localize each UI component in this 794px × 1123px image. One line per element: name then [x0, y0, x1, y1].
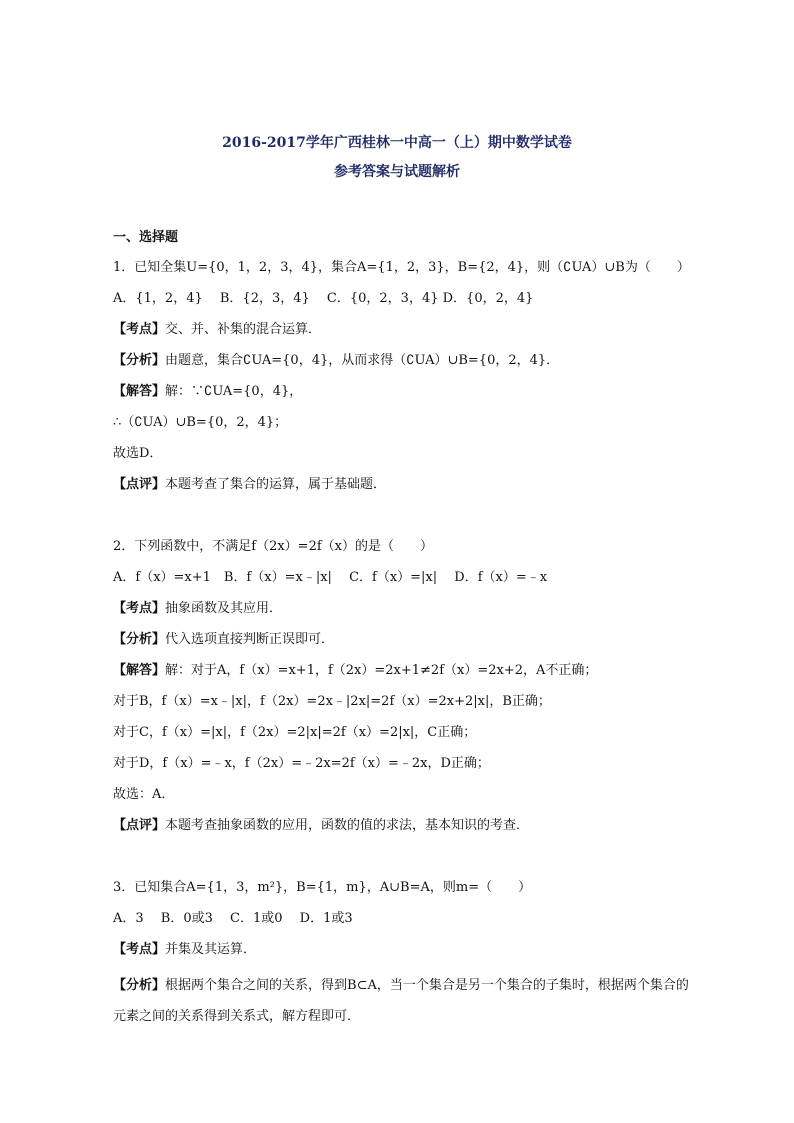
- tag-open: 【: [113, 384, 127, 399]
- document-body: [113, 227, 693, 1032]
- dianping-text: 本题考查了集合的运算，属于基础题．: [165, 477, 387, 492]
- tag-kaodian-label: 考点: [126, 942, 153, 957]
- tag-close: 】: [152, 322, 166, 337]
- tag-jieda-label: 解答: [126, 384, 153, 399]
- jieda-line: 解：∵∁UA={0，4}，: [165, 384, 303, 399]
- kaodian-row: [113, 319, 693, 340]
- tag-open: 【: [113, 601, 127, 616]
- kaodian-text: 抽象函数及其应用．: [165, 601, 283, 616]
- dianping-row: [113, 815, 693, 836]
- question-gap: [113, 505, 693, 536]
- section-heading: 一、选择题: [113, 230, 179, 245]
- tag-close: 】: [152, 477, 166, 492]
- fenxi-text: 根据两个集合之间的关系，得到B⊂A，当一个集合是另一个集合的子集时，根据两个集合的元素之间的关系得到关系式，解方程即可．: [113, 978, 689, 1024]
- dianping-row: [113, 474, 693, 495]
- dianping-text: 本题考查抽象函数的应用，函数的值的求法，基本知识的考查．: [165, 818, 530, 833]
- question-gap: [113, 846, 693, 877]
- tag-close: 】: [152, 601, 166, 616]
- fenxi-text: 代入选项直接判断正误即可．: [165, 632, 335, 647]
- question-1: [113, 257, 693, 495]
- tag-kaodian-label: 考点: [126, 322, 153, 337]
- jieda-line: ∴（∁UA）∪B={0，2，4}；: [113, 415, 288, 430]
- kaodian-text: 并集及其运算．: [165, 942, 257, 957]
- jieda-row: [113, 381, 693, 402]
- jieda-row: [113, 660, 693, 681]
- question-options: A．{1，2，4} B．{2，3，4} C．{0，2，3，4} D．{0，2，4}: [113, 291, 534, 306]
- kaodian-row: [113, 939, 693, 960]
- tag-kaodian-label: 考点: [126, 601, 153, 616]
- tag-open: 【: [113, 942, 127, 957]
- tag-dianping-label: 点评: [126, 477, 153, 492]
- title-block: [0, 133, 794, 182]
- fenxi-row: [113, 350, 693, 371]
- tag-fenxi-label: 分析: [126, 978, 153, 993]
- question-stem: 1．已知全集U={0，1，2，3，4}，集合A={1，2，3}，B={2，4}，则（∁UA）∪B为（ ）: [113, 260, 690, 275]
- jieda-line: 对于C，f（x）=|x|，f（2x）=2|x|=2f（x）=2|x|，C正确；: [113, 725, 477, 740]
- tag-open: 【: [113, 477, 127, 492]
- tag-jieda-label: 解答: [126, 663, 153, 678]
- question-3: [113, 877, 693, 1032]
- tag-fenxi-label: 分析: [126, 632, 153, 647]
- tag-open: 【: [113, 632, 127, 647]
- question-options: A．f（x）=x+1 B．f（x）=x﹣|x| C．f（x）=|x| D．f（x）=﹣x: [113, 570, 548, 585]
- jieda-line: 故选D．: [113, 446, 163, 461]
- fenxi-row: [113, 970, 693, 1032]
- jieda-line: 解：对于A，f（x）=x+1，f（2x）=2x+1≠2f（x）=2x+2，A不正确；: [165, 663, 598, 678]
- page-subtitle: 参考答案与试题解析: [334, 164, 460, 180]
- tag-close: 】: [152, 632, 166, 647]
- tag-fenxi-label: 分析: [126, 353, 153, 368]
- tag-close: 】: [152, 353, 166, 368]
- jieda-line: 故选：A．: [113, 787, 175, 802]
- jieda-line: 对于D，f（x）=﹣x，f（2x）=﹣2x=2f（x）=﹣2x，D正确；: [113, 756, 490, 771]
- tag-open: 【: [113, 353, 127, 368]
- tag-open: 【: [113, 322, 127, 337]
- fenxi-text: 由题意，集合∁UA={0，4}，从而求得（∁UA）∪B={0，2，4}．: [165, 353, 560, 368]
- tag-close: 】: [152, 663, 166, 678]
- tag-close: 】: [152, 942, 166, 957]
- tag-dianping-label: 点评: [126, 818, 153, 833]
- page-title: 2016-2017学年广西桂林一中高一（上）期中数学试卷: [222, 135, 572, 151]
- tag-close: 】: [152, 978, 166, 993]
- tag-open: 【: [113, 978, 127, 993]
- tag-open: 【: [113, 663, 127, 678]
- jieda-line: 对于B，f（x）=x﹣|x|，f（2x）=2x﹣|2x|=2f（x）=2x+2|x|，B正确；: [113, 694, 551, 709]
- tag-open: 【: [113, 818, 127, 833]
- question-2: [113, 536, 693, 836]
- question-options: A．3 B．0或3 C．1或0 D．1或3: [113, 911, 353, 926]
- question-stem: 2．下列函数中，不满足f（2x）=2f（x）的是（ ）: [113, 539, 433, 554]
- question-stem: 3．已知集合A={1，3，m²}，B={1，m}，A∪B=A，则m=（ ）: [113, 880, 532, 895]
- kaodian-row: [113, 598, 693, 619]
- kaodian-text: 交、并、补集的混合运算．: [165, 322, 322, 337]
- tag-close: 】: [152, 818, 166, 833]
- fenxi-row: [113, 629, 693, 650]
- tag-close: 】: [152, 384, 166, 399]
